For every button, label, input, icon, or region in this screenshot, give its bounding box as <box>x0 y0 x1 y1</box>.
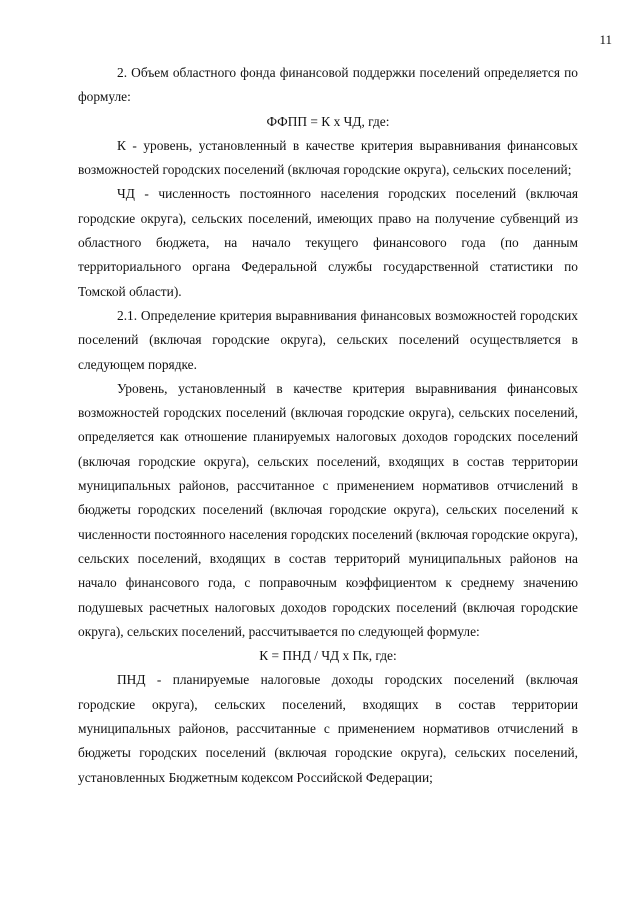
paragraph-definition-chd: ЧД - численность постоянного населения городских поселений (включая городские округа), сельских поселений, имеющих право на получение субвенций из областного бюджета, на начало текущего финансового года (по данным территориального органа Федеральной службы государственной статистики по Томской области). <box>78 186 578 299</box>
paragraph-level-criterion: Уровень, установленный в качестве критерия выравнивания финансовых возможностей городских поселений (включая городские округа), сельских поселений, определяется как отношение планируемых налоговых доходов городских поселений (включая городские округа), сельских поселений, входящих в состав территории муниципальных районов, рассчитанное с применением нормативов отчислений в бюджеты городских поселений (включая городские округа), сельских поселений к численности постоянного населения городских поселений (включая городские округа), сельских поселений, входящих в состав территорий муниципальных районов на начало финансового года, с поправочным коэффициентом к среднему значению подушевых расчетных налоговых доходов городских поселений (включая городские округа), сельских поселений, рассчитывается по следующей формуле: <box>78 380 578 639</box>
page-number: 11 <box>599 32 612 47</box>
document-body <box>78 61 578 790</box>
paragraph-fund-volume: 2. Объем областного фонда финансовой поддержки поселений определяется по формуле: <box>78 65 578 105</box>
paragraph-definition-k: К - уровень, установленный в качестве критерия выравнивания финансовых возможностей городских поселений (включая городские округа), сельских поселений; <box>78 137 578 178</box>
formula-ffpp: ФФПП = К х ЧД, где: <box>266 113 390 129</box>
formula-k: К = ПНД / ЧД х Пк, где: <box>259 648 397 664</box>
paragraph-definition-pnd: ПНД - планируемые налоговые доходы городских поселений (включая городские округа), сельских поселений, входящих в состав территории муниципальных районов, рассчитанные с применением нормативов отчислений в бюджеты городских поселений (включая городские округа), сельских поселений, установленных Бюджетным кодексом Российской Федерации; <box>78 672 578 785</box>
paragraph-section-2-1: 2.1. Определение критерия выравнивания финансовых возможностей городских поселений (включая городские округа), сельских поселений осуществляется в следующем порядке. <box>78 307 578 372</box>
